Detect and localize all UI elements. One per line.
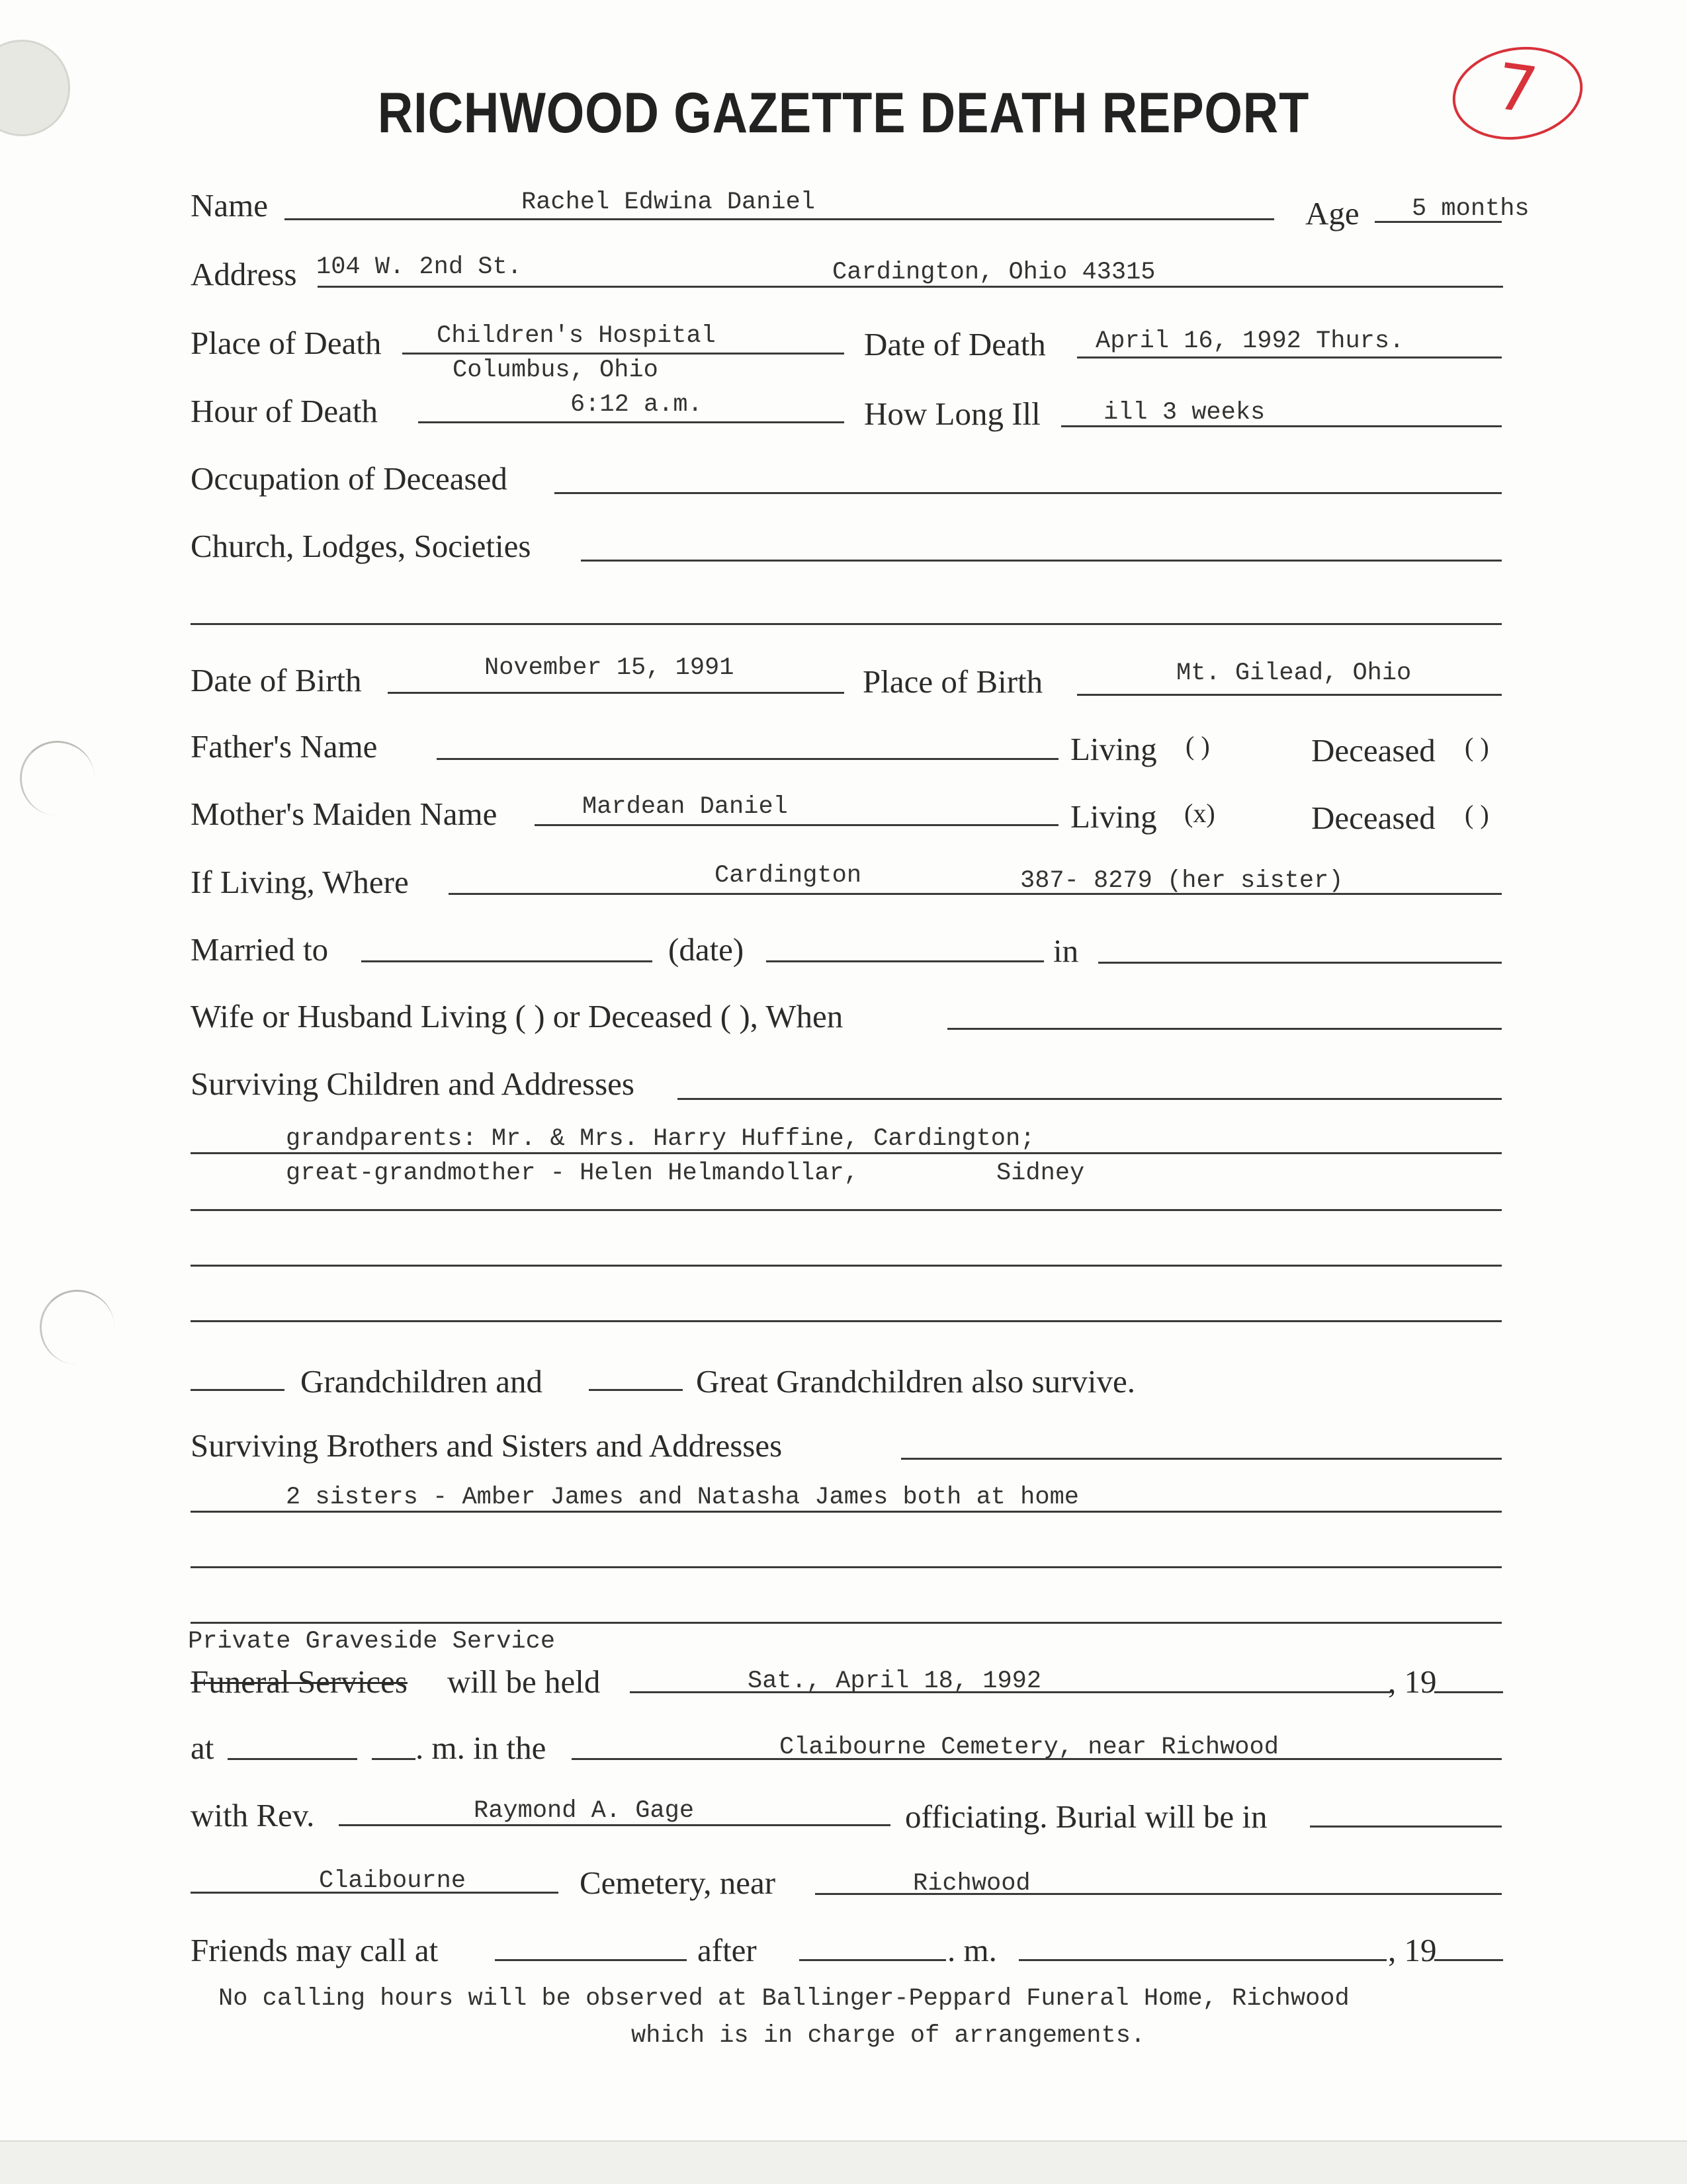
service-type-value: Private Graveside Service [188,1628,556,1656]
children-line1-value: grandparents: Mr. & Mrs. Harry Huffine, Cardington; [286,1125,1035,1153]
date-of-death-label: Date of Death [864,326,1046,362]
friends-year-label: , 19 [1388,1932,1437,1968]
children-line2-value: great-grandmother - Helen Helmandollar, [286,1159,859,1187]
phone-value: 387- 8279 (her sister) [1020,867,1344,895]
how-long-ill-value: ill 3 weeks [1103,399,1266,427]
after-time-line [799,1959,946,1961]
father-deceased-label: Deceased [1311,732,1436,769]
rev-value: Raymond A. Gage [474,1797,695,1825]
friends-place-line [495,1959,687,1961]
address-city-value: Cardington, Ohio 43315 [832,259,1156,286]
grandchildren-count-line [191,1389,284,1391]
cemetery-near-label: Cemetery, near [580,1865,776,1901]
address-label: Address [191,256,297,292]
place-of-birth-line [1077,694,1502,696]
punch-hole-middle [20,741,95,816]
funeral-services-label: Funeral Services [191,1663,408,1700]
occupation-line [554,492,1502,494]
children-line-1 [191,1152,1502,1154]
will-be-held-label: will be held [447,1663,601,1700]
married-in-line [1098,962,1502,964]
after-m-label: . m. [947,1932,997,1968]
name-line [284,218,1274,220]
surviving-children-label: Surviving Children and Addresses [191,1066,634,1102]
married-to-label: Married to [191,931,329,968]
father-deceased-checkbox: ( ) [1465,732,1489,762]
mother-living-checkbox: (x) [1184,798,1215,828]
service-year-line [1434,1691,1503,1693]
punch-hole-top [0,40,70,136]
service-year-label: , 19 [1388,1663,1437,1700]
date-of-death-value: April 16, 1992 Thurs. [1096,327,1405,355]
place-of-birth-value: Mt. Gilead, Ohio [1176,659,1412,687]
surviving-siblings-label: Surviving Brothers and Sisters and Addresses [191,1427,783,1464]
service-date-value: Sat., April 18, 1992 [748,1667,1042,1695]
surviving-siblings-line [901,1458,1502,1460]
friends-may-call-label: Friends may call at [191,1932,439,1968]
service-ampm-line [372,1758,415,1760]
great-grandchildren-label: Great Grandchildren also survive. [696,1363,1135,1400]
hour-of-death-value: 6:12 a.m. [570,391,703,419]
children-line-3 [191,1265,1502,1267]
married-date-line [766,960,1044,962]
church-line [581,560,1502,562]
surviving-children-line [677,1098,1502,1100]
page-bottom-edge [0,2140,1687,2184]
age-label: Age [1305,195,1360,231]
name-label: Name [191,187,268,224]
date-of-birth-value: November 15, 1991 [484,654,734,682]
mother-deceased-label: Deceased [1311,800,1436,836]
place-of-death-label: Place of Death [191,325,382,361]
near-value: Richwood [913,1870,1031,1898]
form-title: RICHWOOD GAZETTE DEATH REPORT [377,81,1310,145]
place-of-death-value-2: Columbus, Ohio [453,357,658,384]
church-label: Church, Lodges, Societies [191,528,531,564]
children-line-4 [191,1320,1502,1322]
mothers-maiden-name-line [535,824,1059,826]
father-living-label: Living [1070,731,1157,767]
children-line-2 [191,1209,1502,1211]
married-in-label: in [1053,933,1079,969]
siblings-line-3 [191,1622,1502,1624]
church-line-2 [191,623,1502,625]
officiating-label: officiating. Burial will be in [905,1798,1268,1835]
married-date-label: (date) [668,931,744,968]
mothers-maiden-name-value: Mardean Daniel [582,793,788,821]
how-long-ill-label: How Long Ill [864,396,1041,432]
siblings-value: 2 sisters - Amber James and Natasha James both at home [286,1484,1079,1511]
date-of-death-line [1077,357,1502,358]
if-living-where-line [449,893,1502,895]
friends-year-line [1434,1959,1503,1961]
with-rev-label: with Rev. [191,1797,315,1833]
if-living-where-value: Cardington [714,862,862,890]
name-value: Rachel Edwina Daniel [521,189,816,216]
if-living-where-label: If Living, Where [191,864,409,900]
date-of-birth-line [388,692,844,694]
mother-deceased-checkbox: ( ) [1465,800,1489,829]
mothers-maiden-name-label: Mother's Maiden Name [191,796,497,832]
page-mark-number: 7 [1491,49,1542,128]
after-date-line [1019,1959,1387,1961]
service-place-value: Claibourne Cemetery, near Richwood [779,1734,1279,1761]
m-in-the-label: . m. in the [415,1730,546,1766]
married-to-line [361,960,652,962]
fathers-name-line [437,758,1059,760]
hour-of-death-label: Hour of Death [191,393,378,429]
at-label: at [191,1730,214,1766]
place-of-death-line [402,353,844,355]
punch-hole-bottom [40,1290,114,1365]
wife-or-husband-label: Wife or Husband Living ( ) or Deceased ( ), When [191,998,844,1034]
siblings-line-2 [191,1566,1502,1568]
mother-living-label: Living [1070,798,1157,835]
place-of-death-value-1: Children's Hospital [437,322,716,350]
burial-line [1310,1826,1502,1827]
father-living-checkbox: ( ) [1186,731,1210,761]
age-value: 5 months [1412,195,1530,223]
occupation-label: Occupation of Deceased [191,460,507,497]
address-street-value: 104 W. 2nd St. [316,253,522,281]
service-time-line [228,1758,357,1760]
children-line2-city: Sidney [996,1159,1085,1187]
note-line1: No calling hours will be observed at Ballinger-Peppard Funeral Home, Richwood [218,1985,1350,2013]
note-line2: which is in charge of arrangements. [631,2022,1146,2050]
hour-of-death-line [418,421,844,423]
siblings-line-1 [191,1511,1502,1513]
great-grandchildren-count-line [589,1389,683,1391]
place-of-birth-label: Place of Birth [863,663,1043,700]
after-label: after [697,1932,757,1968]
cemetery-value: Claibourne [319,1867,466,1895]
grandchildren-label: Grandchildren and [300,1363,542,1400]
date-of-birth-label: Date of Birth [191,662,362,698]
wife-or-husband-line [947,1028,1502,1030]
fathers-name-label: Father's Name [191,728,378,765]
